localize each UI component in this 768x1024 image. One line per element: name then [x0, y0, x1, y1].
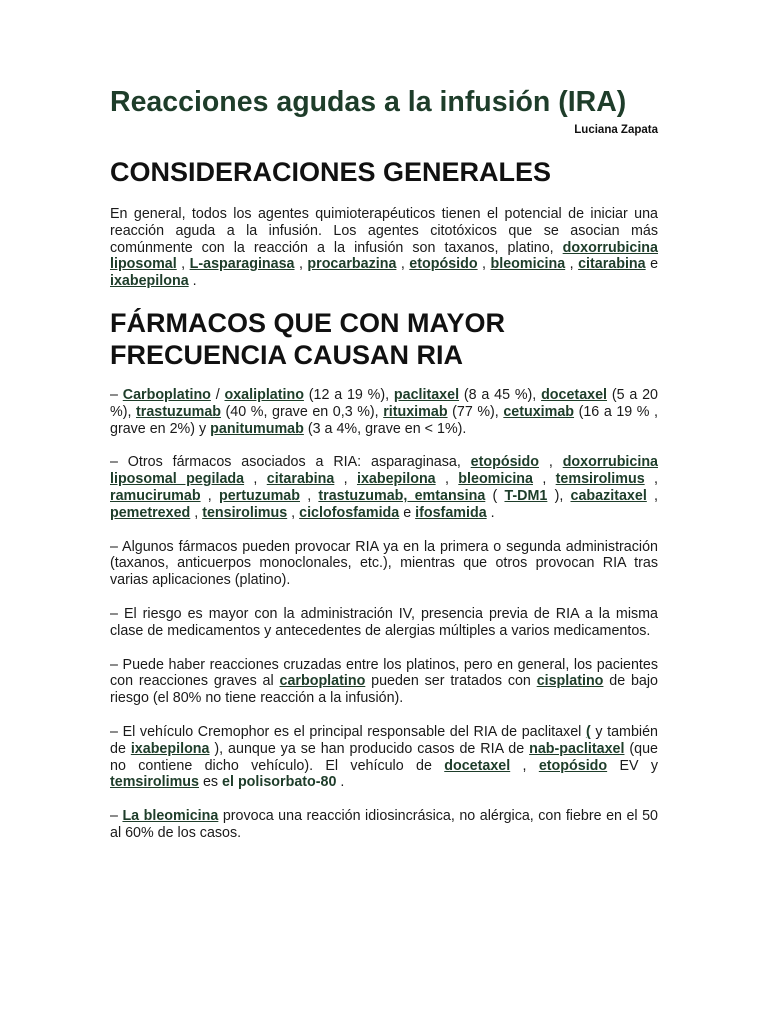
- text: de bajo riesgo (el 80% no tiene reacción a la infusión).: [110, 673, 658, 707]
- link-temsirolimus[interactable]: temsirolimus: [110, 774, 199, 791]
- link-rituximab[interactable]: rituximab: [383, 403, 448, 420]
- text: ), aunque ya se han producido casos de RIA de: [209, 740, 530, 757]
- link-oxaliplatino[interactable]: oxaliplatino: [224, 386, 304, 403]
- text: ,: [532, 471, 556, 488]
- link-ciclofosfamida[interactable]: ciclofosfamida: [299, 504, 400, 521]
- text: (que no contiene dicho vehículo). El vehículo de: [110, 740, 658, 774]
- link-ifosfamida[interactable]: ifosfamida: [415, 504, 487, 521]
- text: ,: [287, 504, 300, 521]
- link-tensirolimus[interactable]: tensirolimus: [202, 504, 288, 521]
- text: ,: [565, 256, 579, 273]
- link-etoposido[interactable]: etopósido: [409, 256, 478, 273]
- text: – Puede haber reacciones cruzadas entre los platinos, pero en general, los pacientes con reacciones graves al: [110, 656, 658, 690]
- link-carboplatino[interactable]: carboplatino: [279, 673, 366, 690]
- link-citarabina[interactable]: citarabina: [578, 256, 646, 273]
- link-citarabina[interactable]: citarabina: [266, 471, 335, 488]
- text: ,: [200, 487, 219, 504]
- paragraph-otros-farmacos: [110, 454, 658, 521]
- text: es: [199, 774, 223, 791]
- text: ,: [646, 487, 658, 504]
- link-cetuximab[interactable]: cetuximab: [503, 403, 575, 420]
- link-docetaxel[interactable]: docetaxel: [541, 386, 608, 403]
- text: EV y: [607, 757, 659, 774]
- text: provoca una reacción idiosincrásica, no alérgica, con fiebre en el 50 al 60% de los casos.: [110, 808, 658, 841]
- link-temsirolimus[interactable]: temsirolimus: [555, 471, 645, 488]
- paragraph-reacciones-cruzadas: [110, 657, 658, 707]
- text: ,: [334, 471, 357, 488]
- text: –: [110, 386, 123, 403]
- link-panitumumab[interactable]: panitumumab: [210, 420, 304, 437]
- text: ),: [547, 487, 571, 504]
- link-nab-paclitaxel[interactable]: nab-paclitaxel: [529, 740, 625, 757]
- text: e: [645, 256, 659, 273]
- text: (40 %, grave en 0,3 %),: [221, 403, 384, 420]
- text: ,: [294, 256, 308, 273]
- text: ,: [435, 471, 459, 488]
- text: e: [399, 504, 416, 521]
- text: En general, todos los agentes quimioterapéuticos tienen el potencial de iniciar una reacción aguda a la infusión. Los agentes citotóxicos que se asocian más comúnmente con la reacción a la infusión son taxanos, platino,: [110, 206, 658, 256]
- paragraph-bleomicina: [110, 808, 658, 842]
- paragraph-intro: [110, 206, 658, 290]
- text: ,: [510, 757, 539, 774]
- text: ,: [190, 504, 203, 521]
- page-title: Reacciones agudas a la infusión (IRA): [110, 86, 627, 118]
- text: (8 a 45 %),: [459, 386, 542, 403]
- link-cabazitaxel[interactable]: cabazitaxel: [570, 487, 647, 504]
- heading-consideraciones-generales: CONSIDERACIONES GENERALES: [110, 157, 552, 187]
- text: (77 %),: [447, 403, 504, 420]
- text: ,: [477, 256, 491, 273]
- link-etoposido[interactable]: etopósido: [538, 757, 608, 774]
- text: ,: [176, 256, 190, 273]
- link-doxorrubicina-liposomal[interactable]: doxorrubicina liposomal: [110, 239, 658, 273]
- text: .: [188, 273, 197, 290]
- link-ramucirumab[interactable]: ramucirumab: [110, 487, 201, 504]
- paragraph-cremophor: [110, 724, 658, 791]
- text: – Otros fármacos asociados a RIA: asparaginasa,: [110, 454, 471, 471]
- text: ,: [644, 471, 658, 488]
- link-trastuzumab[interactable]: trastuzumab: [136, 403, 221, 420]
- link-procarbazina[interactable]: procarbazina: [307, 256, 397, 273]
- link-t-dm1[interactable]: T-DM1: [504, 487, 548, 504]
- text: ,: [538, 454, 563, 471]
- link-carboplatino[interactable]: Carboplatino: [122, 386, 211, 403]
- paragraph-primera-administracion: – Algunos fármacos pueden provocar RIA ya en la primera o segunda administración (taxanos, anticuerpos monoclonales, etc.), mientras que otros provocan RIA tras varias aplicaciones (platino).: [110, 538, 658, 589]
- link-trastuzumab-emtansina[interactable]: trastuzumab, emtansina: [318, 487, 486, 504]
- link-bleomicina[interactable]: bleomicina: [490, 256, 566, 273]
- text: .: [486, 504, 495, 521]
- text: ,: [244, 471, 267, 488]
- text: y también de: [110, 723, 658, 757]
- link-etoposido[interactable]: etopósido: [470, 454, 539, 471]
- paragraph-riesgo: – El riesgo es mayor con la administración IV, presencia previa de RIA a la misma clase de medicamentos y antecedentes de alergias múltiples a varios medicamentos.: [110, 605, 658, 639]
- text: pueden ser tratados con: [365, 673, 537, 690]
- link-bleomicina[interactable]: bleomicina: [458, 471, 533, 488]
- text: (5 a 20 %),: [110, 386, 658, 420]
- text: (3 a 4%, grave en < 1%).: [303, 420, 467, 437]
- text: ,: [300, 487, 319, 504]
- text: /: [210, 386, 225, 403]
- link-ixabepilona[interactable]: ixabepilona: [356, 471, 436, 488]
- link-l-asparaginasa[interactable]: L-asparaginasa: [189, 256, 295, 273]
- document-content: [110, 86, 658, 842]
- text: (12 a 19 %),: [303, 386, 394, 403]
- bold-polisorbato-80: el polisorbato-80: [222, 774, 337, 791]
- link-la-bleomicina[interactable]: La bleomicina: [122, 808, 219, 825]
- link-ixabepilona[interactable]: ixabepilona: [130, 740, 210, 757]
- link-paren[interactable]: (: [585, 723, 591, 740]
- link-paclitaxel[interactable]: paclitaxel: [393, 386, 460, 403]
- text: –: [110, 808, 123, 825]
- text: – El vehículo Cremophor es el principal responsable del RIA de paclitaxel: [110, 723, 586, 740]
- text: (: [485, 487, 505, 504]
- paragraph-platinos-anticuerpos: [110, 387, 658, 437]
- link-pemetrexed[interactable]: pemetrexed: [110, 504, 191, 521]
- link-cisplatino[interactable]: cisplatino: [536, 673, 604, 690]
- text: (16 a 19 % , grave en 2%) y: [110, 403, 659, 437]
- author-name: Luciana Zapata: [574, 124, 658, 136]
- link-pertuzumab[interactable]: pertuzumab: [218, 487, 300, 504]
- text: ,: [396, 256, 410, 273]
- heading-farmacos-ria: FÁRMACOS QUE CON MAYOR FRECUENCIA CAUSAN RIA: [110, 307, 506, 370]
- link-docetaxel[interactable]: docetaxel: [444, 757, 511, 774]
- text: .: [336, 774, 345, 791]
- link-ixabepilona[interactable]: ixabepilona: [110, 273, 189, 290]
- link-doxorrubicina-liposomal-pegilada[interactable]: doxorrubicina liposomal pegilada: [110, 454, 659, 488]
